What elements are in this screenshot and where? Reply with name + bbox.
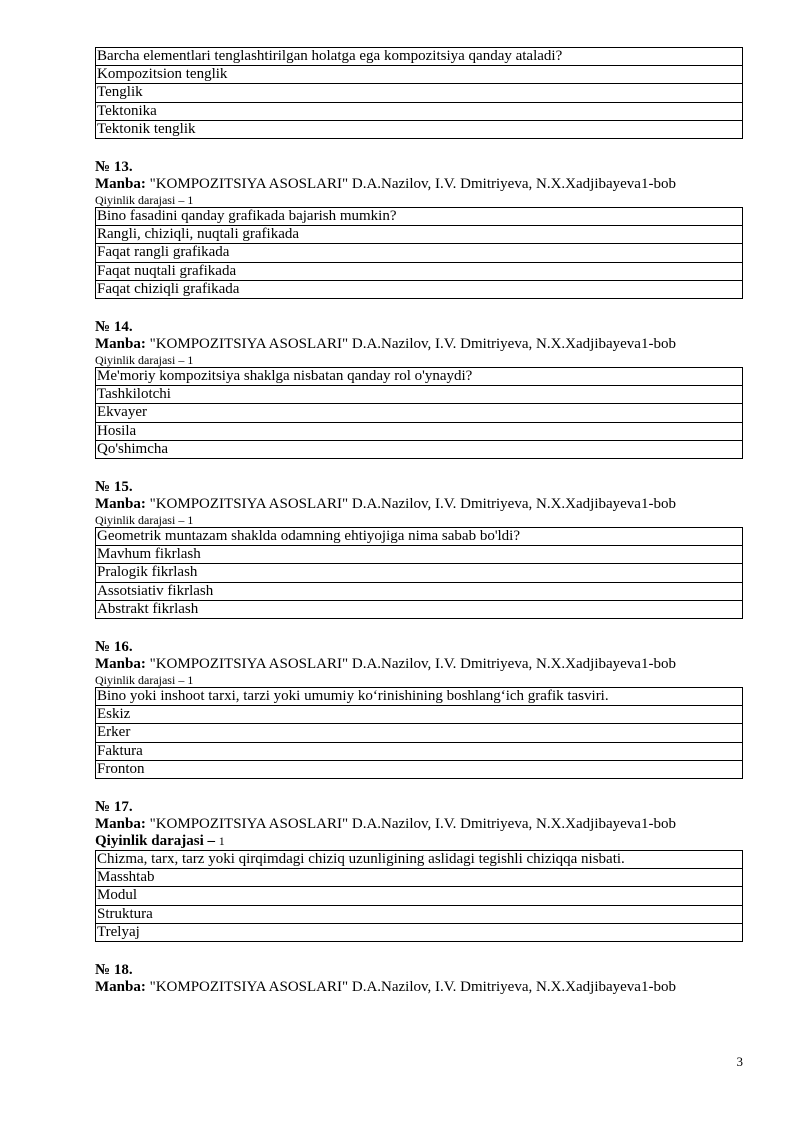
question-number: № 17. [95, 799, 133, 816]
question-cell: Chizma, tarx, tarz yoki qirqimdagi chiziq uzunligining aslidagi tegishli chiziqqa nisbati. [96, 851, 743, 869]
table-row [96, 851, 743, 869]
difficulty-level: Qiyinlik darajasi – 1 [95, 673, 194, 688]
table-row [96, 546, 743, 564]
question-block-17 [95, 799, 743, 942]
question-cell: Barcha elementlari tenglashtirilgan holatga ega kompozitsiya qanday ataladi? [96, 48, 743, 66]
table-row [96, 564, 743, 582]
table-row [96, 869, 743, 887]
answer-cell: Tektonika [96, 102, 743, 120]
source-text: "KOMPOZITSIYA ASOSLARI" D.A.Nazilov, I.V. Dmitriyeva, N.X.Xadjibayeva1-bob [149, 979, 676, 996]
question-number: № 15. [95, 479, 133, 496]
source-label: Manba: [95, 816, 146, 833]
difficulty-value: 1 [218, 834, 225, 849]
question-table-12 [95, 47, 743, 139]
source-line [95, 496, 743, 513]
table-row [96, 404, 743, 422]
table-row [96, 440, 743, 458]
answer-cell: Ekvayer [96, 404, 743, 422]
answer-cell: Tashkilotchi [96, 386, 743, 404]
question-block-16 [95, 639, 743, 779]
answer-cell: Abstrakt fikrlash [96, 600, 743, 618]
difficulty-level: Qiyinlik darajasi – 1 [95, 193, 194, 208]
question-block-13 [95, 159, 743, 299]
source-label: Manba: [95, 496, 146, 513]
question-block-14 [95, 319, 743, 459]
answer-cell: Faqat nuqtali grafikada [96, 262, 743, 280]
source-text: "KOMPOZITSIYA ASOSLARI" D.A.Nazilov, I.V. Dmitriyeva, N.X.Xadjibayeva1-bob [149, 496, 676, 513]
question-block-15 [95, 479, 743, 619]
question-block-18 [95, 962, 743, 996]
question-number: № 13. [95, 159, 133, 176]
source-label: Manba: [95, 176, 146, 193]
answer-cell: Faqat rangli grafikada [96, 244, 743, 262]
table-row [96, 742, 743, 760]
difficulty-label: Qiyinlik darajasi – [95, 833, 216, 850]
difficulty-level [95, 833, 743, 850]
answer-cell: Pralogik fikrlash [96, 564, 743, 582]
answer-cell: Qo'shimcha [96, 440, 743, 458]
table-row [96, 923, 743, 941]
question-table [95, 527, 743, 619]
answer-cell: Hosila [96, 422, 743, 440]
table-row [96, 208, 743, 226]
table-row [96, 368, 743, 386]
source-text: "KOMPOZITSIYA ASOSLARI" D.A.Nazilov, I.V. Dmitriyeva, N.X.Xadjibayeva1-bob [149, 816, 676, 833]
answer-cell: Mavhum fikrlash [96, 546, 743, 564]
question-number: № 18. [95, 962, 133, 979]
question-cell: Bino yoki inshoot tarxi, tarzi yoki umumiy ko‘rinishining boshlang‘ich grafik tasviri. [96, 688, 743, 706]
answer-cell: Faktura [96, 742, 743, 760]
answer-cell: Eskiz [96, 706, 743, 724]
table-row [96, 66, 743, 84]
question-table [95, 850, 743, 942]
source-line [95, 176, 743, 193]
source-line [95, 979, 743, 996]
table-row [96, 528, 743, 546]
table-row [96, 422, 743, 440]
source-text: "KOMPOZITSIYA ASOSLARI" D.A.Nazilov, I.V. Dmitriyeva, N.X.Xadjibayeva1-bob [149, 656, 676, 673]
table-row [96, 84, 743, 102]
question-number: № 14. [95, 319, 133, 336]
answer-cell: Tenglik [96, 84, 743, 102]
answer-cell: Struktura [96, 905, 743, 923]
answer-cell: Modul [96, 887, 743, 905]
question-table [95, 687, 743, 779]
table-row [96, 905, 743, 923]
question-table [95, 207, 743, 299]
answer-cell: Assotsiativ fikrlash [96, 582, 743, 600]
table-row [96, 244, 743, 262]
difficulty-level: Qiyinlik darajasi – 1 [95, 353, 194, 368]
table-row [96, 688, 743, 706]
document-page [95, 47, 743, 996]
table-row [96, 102, 743, 120]
source-line [95, 336, 743, 353]
table-row [96, 226, 743, 244]
source-text: "KOMPOZITSIYA ASOSLARI" D.A.Nazilov, I.V. Dmitriyeva, N.X.Xadjibayeva1-bob [149, 176, 676, 193]
answer-cell: Fronton [96, 760, 743, 778]
table-row [96, 724, 743, 742]
question-cell: Me'moriy kompozitsiya shaklga nisbatan qanday rol o'ynaydi? [96, 368, 743, 386]
question-number: № 16. [95, 639, 133, 656]
table-row [96, 760, 743, 778]
source-line [95, 656, 743, 673]
answer-cell: Masshtab [96, 869, 743, 887]
table-row [96, 262, 743, 280]
difficulty-level: Qiyinlik darajasi – 1 [95, 513, 194, 528]
answer-cell: Faqat chiziqli grafikada [96, 280, 743, 298]
table-row [96, 280, 743, 298]
source-line [95, 816, 743, 833]
table-row [96, 582, 743, 600]
source-text: "KOMPOZITSIYA ASOSLARI" D.A.Nazilov, I.V. Dmitriyeva, N.X.Xadjibayeva1-bob [149, 336, 676, 353]
answer-cell: Tektonik tenglik [96, 120, 743, 138]
answer-cell: Trelyaj [96, 923, 743, 941]
question-cell: Geometrik muntazam shaklda odamning ehtiyojiga nima sabab bo'ldi? [96, 528, 743, 546]
answer-cell: Kompozitsion tenglik [96, 66, 743, 84]
source-label: Manba: [95, 336, 146, 353]
question-cell: Bino fasadini qanday grafikada bajarish mumkin? [96, 208, 743, 226]
page-number: 3 [736, 1054, 743, 1069]
question-table [95, 367, 743, 459]
source-label: Manba: [95, 656, 146, 673]
table-row [96, 706, 743, 724]
table-row [96, 386, 743, 404]
answer-cell: Rangli, chiziqli, nuqtali grafikada [96, 226, 743, 244]
table-row [96, 600, 743, 618]
source-label: Manba: [95, 979, 146, 996]
table-row [96, 48, 743, 66]
answer-cell: Erker [96, 724, 743, 742]
table-row [96, 120, 743, 138]
table-row [96, 887, 743, 905]
